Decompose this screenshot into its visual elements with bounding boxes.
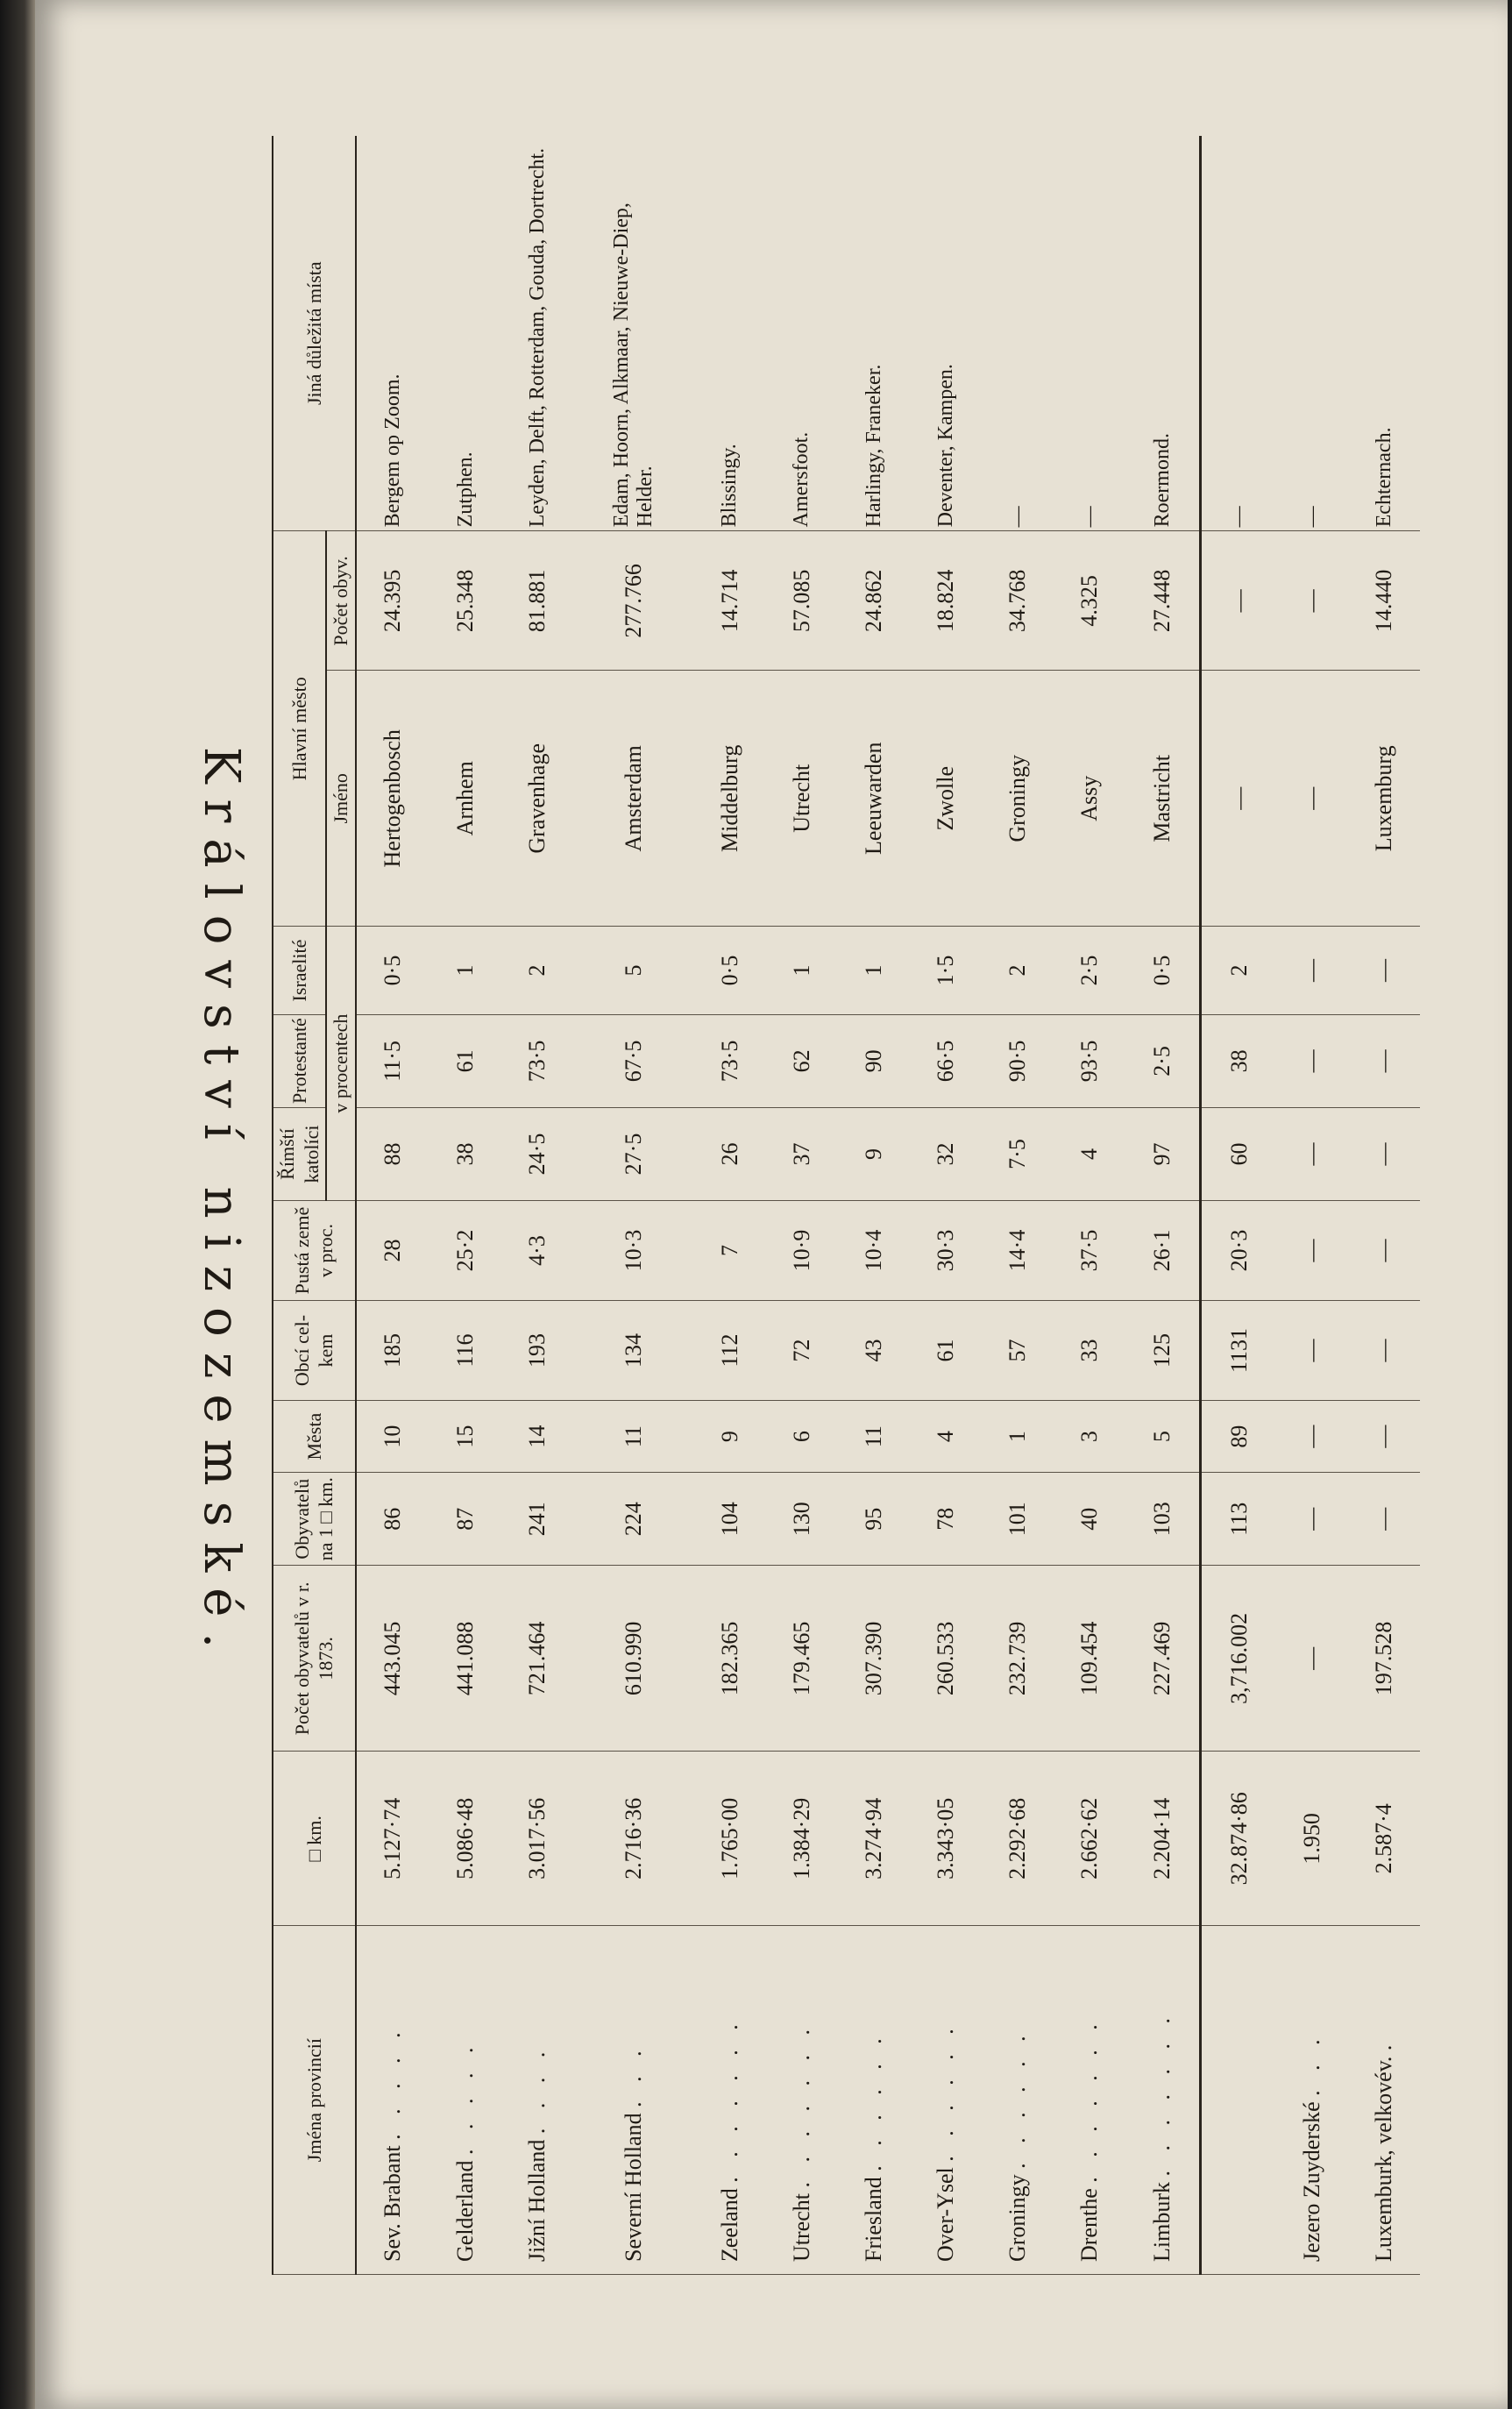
province-name: Limburk <box>1149 2182 1175 2262</box>
leader-dots: . . . <box>1298 2032 1324 2096</box>
cell-province <box>766 1926 838 2275</box>
cell-area: 1.765·00 <box>693 1752 765 1926</box>
page-title: Království nizozemské. <box>193 746 250 1665</box>
cell-province <box>982 1926 1054 2275</box>
cell-waste: 26·1 <box>1125 1201 1201 1301</box>
cell-jewish: 1·5 <box>910 927 982 1015</box>
cell-municipalities: 112 <box>693 1301 765 1401</box>
cell-municipalities: 1131 <box>1201 1301 1276 1401</box>
cell-capital-pop: — <box>1276 531 1348 671</box>
cell-protestant: — <box>1276 1014 1348 1107</box>
leader-dots: . . . . <box>524 2044 550 2135</box>
cell-waste: 10·4 <box>838 1201 910 1301</box>
cell-protestant: 67·5 <box>573 1014 693 1107</box>
cell-density: — <box>1348 1473 1420 1566</box>
cell-other-places: Amersfoot. <box>766 136 838 531</box>
cell-province <box>356 1926 430 2275</box>
table-header <box>273 136 356 2275</box>
cell-towns: — <box>1348 1401 1420 1473</box>
province-name: Groningy <box>1004 2174 1030 2262</box>
cell-area: 2.292·68 <box>982 1752 1054 1926</box>
cell-protestant: 38 <box>1201 1014 1276 1107</box>
cell-capital: Gravenhage <box>501 671 573 927</box>
cell-towns: 5 <box>1125 1401 1201 1473</box>
cell-jewish: 0·5 <box>356 927 430 1015</box>
cell-capital-pop: 14.440 <box>1348 531 1420 671</box>
cell-population: 179.465 <box>766 1566 838 1752</box>
cell-protestant: 11·5 <box>356 1014 430 1107</box>
province-name: Jižní Holland <box>524 2139 550 2262</box>
leader-dots: . . . . . <box>380 2025 406 2140</box>
cell-waste: 10·3 <box>573 1201 693 1301</box>
cell-density: 130 <box>766 1473 838 1566</box>
cell-jewish: 2 <box>501 927 573 1015</box>
cell-capital-pop: 25.348 <box>429 531 501 671</box>
cell-catholic: 97 <box>1125 1107 1201 1200</box>
cell-waste: 37·5 <box>1054 1201 1125 1301</box>
cell-capital: Mastricht <box>1125 671 1201 927</box>
cell-area: 3.343·05 <box>910 1752 982 1926</box>
cell-area: 2.662·62 <box>1054 1752 1125 1926</box>
cell-area: 1.384·29 <box>766 1752 838 1926</box>
cell-capital-pop: 27.448 <box>1125 531 1201 671</box>
cell-waste: — <box>1348 1201 1420 1301</box>
table-row <box>1201 136 1276 2275</box>
cell-municipalities: 43 <box>838 1301 910 1401</box>
cell-province <box>693 1926 765 2275</box>
table-row <box>356 136 430 2275</box>
cell-protestant: 66·5 <box>910 1014 982 1107</box>
cell-density: 87 <box>429 1473 501 1566</box>
leader-dots: . . . <box>620 2043 646 2107</box>
leader-dots: . . . . . . <box>1004 2029 1030 2169</box>
cell-towns: 4 <box>910 1401 982 1473</box>
cell-towns: 89 <box>1201 1401 1276 1473</box>
cell-waste: 25·2 <box>429 1201 501 1301</box>
cell-capital-pop: 24.395 <box>356 531 430 671</box>
cell-waste: 10·9 <box>766 1201 838 1301</box>
cell-other-places: Deventer, Kampen. <box>910 136 982 531</box>
cell-towns: 9 <box>693 1401 765 1473</box>
cell-population: 610.990 <box>573 1566 693 1752</box>
cell-protestant: 2·5 <box>1125 1014 1201 1107</box>
cell-towns: — <box>1276 1401 1348 1473</box>
leader-dots: . <box>1370 2037 1396 2051</box>
cell-area: 5.127·74 <box>356 1752 430 1926</box>
cell-municipalities: 116 <box>429 1301 501 1401</box>
cell-other-places: — <box>982 136 1054 531</box>
cell-municipalities: 61 <box>910 1301 982 1401</box>
province-name: Over-Ysel <box>932 2167 958 2262</box>
header-percent: v procentech <box>326 927 356 1201</box>
province-name: Sev. Brabant <box>380 2145 406 2262</box>
leader-dots: . . . . . . <box>932 2022 958 2162</box>
table-row <box>501 136 573 2275</box>
header-population: Počet obyvatelů v r. 1873. <box>273 1566 356 1752</box>
cell-capital: Amsterdam <box>573 671 693 927</box>
header-capital-name: Jméno <box>326 671 356 927</box>
cell-density: 78 <box>910 1473 982 1566</box>
cell-municipalities: 185 <box>356 1301 430 1401</box>
cell-capital-pop: — <box>1201 531 1276 671</box>
cell-other-places: Zutphen. <box>429 136 501 531</box>
cell-capital-pop: 277.766 <box>573 531 693 671</box>
cell-protestant: 73·5 <box>501 1014 573 1107</box>
cell-area: 2.204·14 <box>1125 1752 1201 1926</box>
province-name: Utrecht <box>788 2193 814 2262</box>
cell-density: 40 <box>1054 1473 1125 1566</box>
cell-jewish: — <box>1348 927 1420 1015</box>
cell-municipalities: 72 <box>766 1301 838 1401</box>
cell-waste: 20·3 <box>1201 1201 1276 1301</box>
cell-other-places: — <box>1201 136 1276 531</box>
header-protestant: Protestanté <box>273 1014 326 1107</box>
cell-waste: 28 <box>356 1201 430 1301</box>
cell-capital-pop: 57.085 <box>766 531 838 671</box>
cell-protestant: 93·5 <box>1054 1014 1125 1107</box>
header-capital-pop: Počet obyv. <box>326 531 356 671</box>
cell-catholic: 88 <box>356 1107 430 1200</box>
cell-protestant: 90 <box>838 1014 910 1107</box>
cell-protestant: 62 <box>766 1014 838 1107</box>
cell-area: 32.874·86 <box>1201 1752 1276 1926</box>
cell-other-places: Echternach. <box>1348 136 1420 531</box>
province-name: Gelderland <box>452 2160 479 2262</box>
header-towns: Města <box>273 1401 356 1473</box>
cell-protestant: — <box>1348 1014 1420 1107</box>
cell-province <box>838 1926 910 2275</box>
cell-density: 101 <box>982 1473 1054 1566</box>
cell-towns: 6 <box>766 1401 838 1473</box>
province-name: Luxemburk, velkovév. <box>1370 2056 1396 2262</box>
table-row <box>910 136 982 2275</box>
cell-jewish: 0·5 <box>693 927 765 1015</box>
cell-province <box>1054 1926 1125 2275</box>
cell-area: 2.716·36 <box>573 1752 693 1926</box>
cell-catholic: 9 <box>838 1107 910 1200</box>
header-density: Obyvatelů na 1 □ km. <box>273 1473 356 1566</box>
cell-jewish: 1 <box>766 927 838 1015</box>
cell-towns: 11 <box>573 1401 693 1473</box>
table-row <box>766 136 838 2275</box>
header-area: □ km. <box>273 1752 356 1926</box>
cell-waste: 4·3 <box>501 1201 573 1301</box>
cell-province <box>1125 1926 1201 2275</box>
cell-population: 307.390 <box>838 1566 910 1752</box>
cell-jewish: 5 <box>573 927 693 1015</box>
leader-dots: . . . . . . . <box>1149 2011 1175 2177</box>
cell-province <box>1348 1926 1420 2275</box>
cell-towns: 11 <box>838 1401 910 1473</box>
cell-population: 721.464 <box>501 1566 573 1752</box>
cell-jewish: — <box>1276 927 1348 1015</box>
cell-jewish: 1 <box>429 927 501 1015</box>
cell-capital-pop: 4.325 <box>1054 531 1125 671</box>
cell-capital-pop: 81.881 <box>501 531 573 671</box>
cell-area: 3.274·94 <box>838 1752 910 1926</box>
cell-density: 103 <box>1125 1473 1201 1566</box>
header-province: Jména provincií <box>273 1926 356 2275</box>
header-municipalities: Obcí cel-kem <box>273 1301 356 1401</box>
province-name: Drenthe <box>1076 2188 1103 2262</box>
cell-population: 227.469 <box>1125 1566 1201 1752</box>
header-other-places: Jiná důležitá místa <box>273 136 356 531</box>
cell-catholic: — <box>1276 1107 1348 1200</box>
cell-jewish: 0·5 <box>1125 927 1201 1015</box>
cell-catholic: 24·5 <box>501 1107 573 1200</box>
province-table <box>272 136 1420 2275</box>
rotated-table-area <box>105 101 1473 2310</box>
cell-towns: 10 <box>356 1401 430 1473</box>
cell-other-places: Roermond. <box>1125 136 1201 531</box>
table-row <box>1348 136 1420 2275</box>
cell-capital: Assy <box>1054 671 1125 927</box>
cell-population: 182.365 <box>693 1566 765 1752</box>
cell-jewish: 2 <box>982 927 1054 1015</box>
cell-towns: 14 <box>501 1401 573 1473</box>
table-row <box>1054 136 1125 2275</box>
table-row <box>429 136 501 2275</box>
cell-area: 2.587·4 <box>1348 1752 1420 1926</box>
cell-capital: Utrecht <box>766 671 838 927</box>
header-jewish: Israelité <box>273 927 326 1015</box>
cell-population: 197.528 <box>1348 1566 1420 1752</box>
table-row <box>573 136 693 2275</box>
book-binding <box>0 0 35 2409</box>
cell-municipalities: — <box>1348 1301 1420 1401</box>
cell-waste: — <box>1276 1201 1348 1301</box>
cell-municipalities: 193 <box>501 1301 573 1401</box>
cell-catholic: 7·5 <box>982 1107 1054 1200</box>
cell-density: 95 <box>838 1473 910 1566</box>
cell-other-places: Leyden, Delft, Rotterdam, Gouda, Dortrecht. <box>501 136 573 531</box>
table-body <box>356 136 1421 2275</box>
leader-dots: . . . . . . . <box>788 2022 814 2188</box>
province-name: Friesland <box>860 2177 886 2262</box>
cell-population: 260.533 <box>910 1566 982 1752</box>
cell-capital: Middelburg <box>693 671 765 927</box>
cell-province <box>501 1926 573 2275</box>
cell-jewish: 1 <box>838 927 910 1015</box>
cell-area: 5.086·48 <box>429 1752 501 1926</box>
province-name: Severní Holland <box>620 2113 646 2262</box>
cell-catholic: 27·5 <box>573 1107 693 1200</box>
cell-waste: 14·4 <box>982 1201 1054 1301</box>
cell-protestant: 61 <box>429 1014 501 1107</box>
header-waste: Pustá země v proc. <box>273 1201 356 1301</box>
cell-catholic: 32 <box>910 1107 982 1200</box>
table-row <box>693 136 765 2275</box>
province-name: Zeeland <box>716 2188 742 2262</box>
cell-capital: Luxemburg <box>1348 671 1420 927</box>
cell-jewish: 2·5 <box>1054 927 1125 1015</box>
table-row <box>1276 136 1348 2275</box>
cell-density: 104 <box>693 1473 765 1566</box>
cell-other-places: — <box>1054 136 1125 531</box>
cell-capital-pop: 14.714 <box>693 531 765 671</box>
cell-towns: 3 <box>1054 1401 1125 1473</box>
cell-density: — <box>1276 1473 1348 1566</box>
cell-density: 113 <box>1201 1473 1276 1566</box>
table-row <box>838 136 910 2275</box>
cell-province <box>1276 1926 1348 2275</box>
cell-capital: — <box>1201 671 1276 927</box>
cell-catholic: 60 <box>1201 1107 1276 1200</box>
cell-area: 1.950 <box>1276 1752 1348 1926</box>
cell-catholic: 38 <box>429 1107 501 1200</box>
cell-municipalities: 33 <box>1054 1301 1125 1401</box>
cell-catholic: 4 <box>1054 1107 1125 1200</box>
cell-municipalities: — <box>1276 1301 1348 1401</box>
cell-other-places: — <box>1276 136 1348 531</box>
cell-province <box>573 1926 693 2275</box>
cell-population: 109.454 <box>1054 1566 1125 1752</box>
cell-capital-pop: 34.768 <box>982 531 1054 671</box>
cell-population: 3,716.002 <box>1201 1566 1276 1752</box>
cell-municipalities: 57 <box>982 1301 1054 1401</box>
cell-waste: 30·3 <box>910 1201 982 1301</box>
cell-municipalities: 134 <box>573 1301 693 1401</box>
cell-catholic: — <box>1348 1107 1420 1200</box>
cell-density: 86 <box>356 1473 430 1566</box>
leader-dots: . . . . . <box>452 2040 479 2155</box>
cell-protestant: 73·5 <box>693 1014 765 1107</box>
cell-density: 224 <box>573 1473 693 1566</box>
cell-capital: Hertogenbosch <box>356 671 430 927</box>
cell-municipalities: 125 <box>1125 1301 1201 1401</box>
cell-other-places: Harlingy, Franeker. <box>838 136 910 531</box>
cell-capital: Groningy <box>982 671 1054 927</box>
cell-capital: Zwolle <box>910 671 982 927</box>
table-row <box>1125 136 1201 2275</box>
table-row <box>982 136 1054 2275</box>
cell-province <box>1201 1926 1276 2275</box>
cell-protestant: 90·5 <box>982 1014 1054 1107</box>
header-catholic: Římští katolíci <box>273 1107 326 1200</box>
province-name: Jezero Zuyderské <box>1298 2101 1324 2262</box>
cell-population: 443.045 <box>356 1566 430 1752</box>
cell-catholic: 37 <box>766 1107 838 1200</box>
cell-capital-pop: 18.824 <box>910 531 982 671</box>
cell-province <box>429 1926 501 2275</box>
cell-population: 441.088 <box>429 1566 501 1752</box>
cell-density: 241 <box>501 1473 573 1566</box>
leader-dots: . . . . . . . <box>716 2017 742 2183</box>
cell-waste: 7 <box>693 1201 765 1301</box>
cell-capital: Leeuwarden <box>838 671 910 927</box>
cell-other-places: Bergem op Zoom. <box>356 136 430 531</box>
cell-towns: 15 <box>429 1401 501 1473</box>
cell-towns: 1 <box>982 1401 1054 1473</box>
cell-other-places: Blissingy. <box>693 136 765 531</box>
leader-dots: . . . . . . . <box>1076 2017 1103 2183</box>
cell-area: 3.017·56 <box>501 1752 573 1926</box>
cell-other-places: Edam, Hoorn, Alkmaar, Nieuwe-Diep, Helder. <box>573 136 693 531</box>
header-capital: Hlavní město <box>273 531 326 927</box>
cell-jewish: 2 <box>1201 927 1276 1015</box>
leader-dots: . . . . . . <box>860 2031 886 2171</box>
cell-province <box>910 1926 982 2275</box>
cell-capital-pop: 24.862 <box>838 531 910 671</box>
cell-population: — <box>1276 1566 1348 1752</box>
cell-capital: Arnhem <box>429 671 501 927</box>
cell-catholic: 26 <box>693 1107 765 1200</box>
cell-capital: — <box>1276 671 1348 927</box>
cell-population: 232.739 <box>982 1566 1054 1752</box>
